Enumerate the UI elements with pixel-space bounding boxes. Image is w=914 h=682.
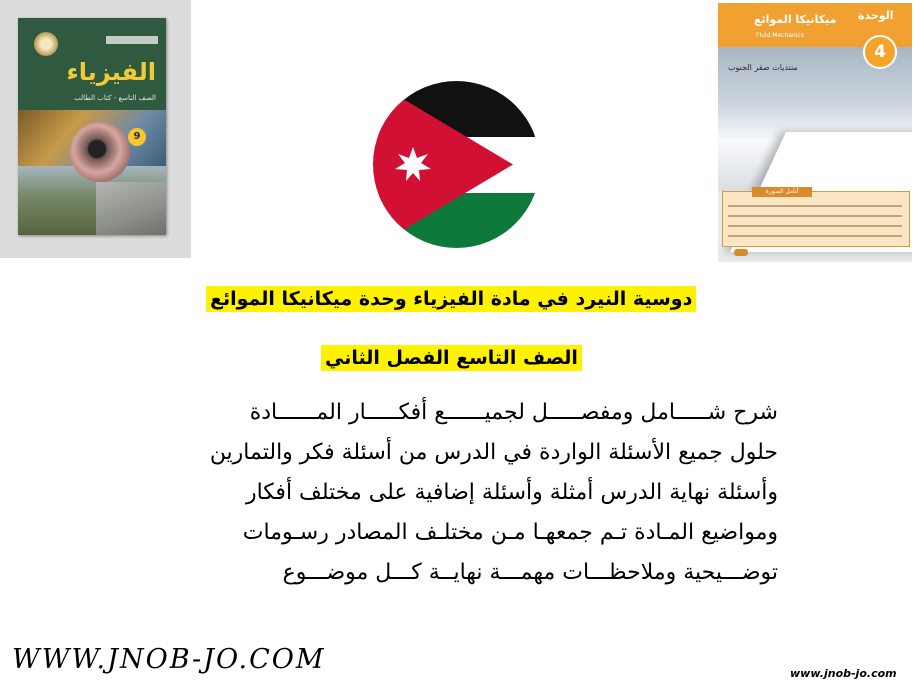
- fluid-mechanics-cover: [718, 3, 912, 262]
- box-text-line: [728, 235, 902, 237]
- box-text-line: [728, 215, 902, 217]
- road-photo: [96, 182, 166, 235]
- reflection-box-heading: أتأمل الصورة: [752, 187, 812, 197]
- grade-badge: 9: [128, 128, 146, 146]
- watermark-caption: منتديات صقر الجنوب: [728, 63, 798, 72]
- description-line: ومواضيع المـادة تـم جمعهـا مـن مختلـف المصادر رسـومات: [242, 520, 778, 545]
- description-line: حلول جميع الأسئلة الواردة في الدرس من أسئلة فكر والتمارين: [209, 440, 778, 465]
- reflection-box: [722, 191, 910, 247]
- booklet-title: دوسية النيرد في مادة الفيزياء وحدة ميكانيكا الموائع: [206, 286, 696, 312]
- unit-label: الوحدة: [858, 9, 894, 22]
- book-title: الفيزياء: [66, 58, 156, 86]
- description-line: وأسئلة نهاية الدرس أمثلة وأسئلة إضافية على مختلف أفكار: [245, 480, 778, 505]
- ministry-logo: [106, 36, 158, 44]
- book-subtitle: الصف التاسع - كتاب الطالب: [74, 94, 156, 102]
- unit-number-badge: 4: [863, 35, 897, 69]
- physics-book-cover: [0, 0, 191, 258]
- unit-title: ميكانيكا الموائع: [754, 13, 837, 26]
- description-line: توضـــيحية وملاحظـــات مهمـــة نهايــة كـــل موضـــوع: [282, 560, 778, 585]
- description-line: شرح شـــــامل ومفصـــــل لجميــــــع أفكـــــار المــــــادة: [249, 400, 778, 425]
- site-url-large[interactable]: WWW.JNOB-JO.COM: [12, 644, 326, 675]
- jordan-flag-icon: [373, 81, 540, 248]
- emblem-icon: [34, 32, 58, 56]
- lens-photo: [70, 122, 130, 182]
- unit-subtitle: Fluid Mechanics: [756, 32, 804, 39]
- box-text-line: [728, 225, 902, 227]
- grade-heading: الصف التاسع الفصل الثاني: [321, 345, 582, 371]
- book-cover-image: [18, 18, 166, 235]
- site-url-small[interactable]: www.jnob-jo.com: [790, 667, 897, 680]
- box-text-line: [728, 205, 902, 207]
- page-number-tab: [734, 249, 748, 256]
